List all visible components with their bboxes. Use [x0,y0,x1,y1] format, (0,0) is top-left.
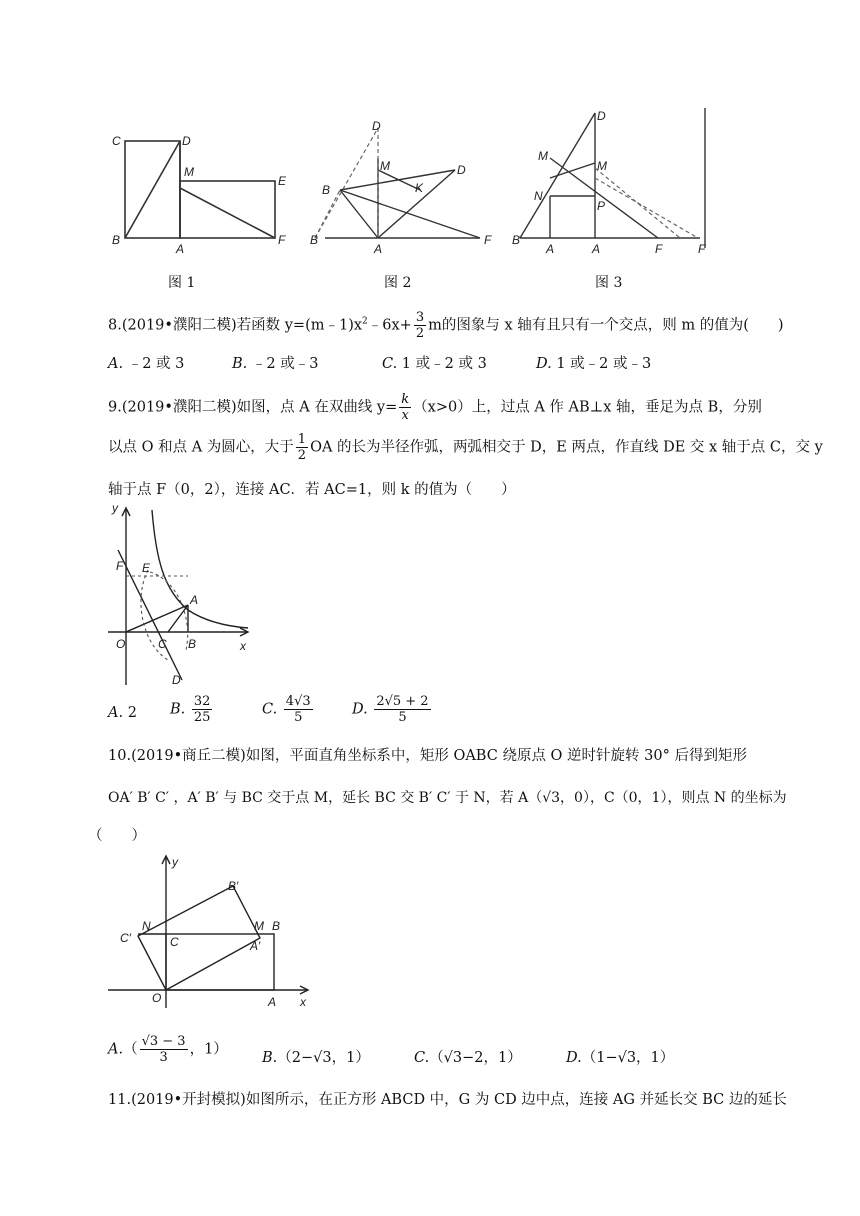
fig2-caption: 图 2 [384,275,412,291]
q10-label-a: A [268,995,277,1009]
q8-stem-b: ﹣6x+ [367,317,412,334]
svg-text:F: F [484,233,492,247]
svg-text:B: B [112,233,121,247]
svg-text:B: B [322,183,331,197]
svg-text:D: D [597,109,606,123]
svg-text:A: A [546,242,555,256]
q8-source: (2019•濮阳二模) [121,317,237,334]
q8-option-c[interactable]: C. 1 或﹣2 或 3 [382,356,487,372]
q8-stem-c: m的图象与 x 轴有且只有一个交点，则 m 的值为( ) [428,317,784,334]
fig1-caption: 图 1 [168,275,196,291]
q10-rect-rotated [138,886,260,990]
q10-label-b: B [272,919,281,933]
q10-line1-text: 如图，平面直角坐标系中，矩形 OABC 绕原点 O 逆时针旋转 30° 后得到矩形 [245,748,747,764]
figure-row-top [100,108,720,258]
q10-label-a1: A′ [250,939,261,953]
figure-3-labels [512,109,706,256]
q11-source: (2019•开封模拟) [131,1092,246,1108]
q9-figure [108,500,258,690]
q10-label-x: x [300,995,306,1009]
q11-number: 11. [108,1092,132,1108]
q9-label-b: B [188,637,197,651]
q9-label-e: E [142,561,151,575]
q8-option-b[interactable]: B. ﹣2 或﹣3 [232,356,319,372]
q10-label-n: N [142,919,151,933]
q8-fraction [414,310,426,341]
svg-text:F: F [698,242,706,256]
q9-fraction-half: $\frac{1}{2}$ [297,432,307,463]
q9-option-a[interactable]: A. 2 [108,705,137,721]
q8-option-a[interactable]: A. ﹣2 或 3 [108,356,185,372]
figure-2-labels [310,119,492,256]
svg-text:F: F [655,242,663,256]
q10-number: 10. [108,748,132,764]
q9-line2 [108,432,823,463]
q9-label-f: F [116,559,124,573]
q10-option-b[interactable]: B.（2−√3，1） [262,1050,370,1066]
q10-option-a[interactable]: A.（ $\frac{√3 - 3}{3}$ ，1） [108,1034,228,1065]
q9-line1-b: （x>0）上，过点 A 作 AB⊥x 轴，垂足为点 B，分别 [413,399,762,416]
q10-option-d[interactable]: D.（1−√3，1） [566,1050,675,1066]
q8-stem [108,310,784,341]
q9-label-a: A [190,593,199,607]
q10-label-m: M [254,919,264,933]
q9-line2-a: 以点 O 和点 A 为圆心，大于 [108,439,294,456]
svg-text:N: N [534,189,543,203]
q9-label-c: C [158,637,167,651]
q10-label-o: O [152,991,162,1005]
q11-line1-text: 如图所示，在正方形 ABCD 中，G 为 CD 边中点，连接 AG 并延长交 BC 边的延长 [245,1092,787,1108]
q9-line1 [108,392,762,423]
q9-arc-2 [150,572,188,650]
q9-line3: 轴于点 F（0，2），连接 AC．若 AC=1，则 k 的值为（ ） [108,482,516,498]
svg-text:M: M [380,159,390,173]
svg-text:A: A [374,242,383,256]
q11-line1 [108,1090,787,1110]
q9-label-x: x [240,639,246,653]
q8-stem-a: 若函数 y=(m﹣1)x [236,317,363,334]
svg-text:E: E [278,174,287,188]
q10-label-b1: B′ [228,879,239,893]
q9-label-d: D [172,673,181,687]
q9-source: (2019•濮阳二模) [121,399,237,416]
figure-1 [125,141,275,238]
svg-text:A: A [592,242,601,256]
svg-text:P: P [597,199,606,213]
svg-text:F: F [278,233,286,247]
svg-text:K: K [415,181,424,195]
svg-text:M: M [597,159,607,173]
svg-text:C: C [112,134,121,148]
svg-text:D: D [457,163,466,177]
q10-label-y: y [172,855,178,869]
q9-number: 9. [108,399,122,416]
q9-line1-a: 如图，点 A 在双曲线 y= [236,399,398,416]
q10-option-c[interactable]: C.（√3−2，1） [414,1050,522,1066]
svg-text:B: B [310,233,319,247]
q9-option-b[interactable]: B. $\frac{32}{25}$ [170,694,211,725]
q9-option-c[interactable]: C. $\frac{4√3}{5}$ [262,694,311,725]
q10-label-c: C [170,935,179,949]
q9-label-y: y [112,501,118,515]
q10-figure [108,850,318,1010]
q8-sup: 2 [362,316,368,327]
q10-line3: （ ） [88,828,146,844]
svg-text:D: D [372,119,381,133]
q9-hyperbola [152,510,248,628]
svg-text:M: M [538,149,548,163]
q9-label-o: O [116,637,126,651]
q10-line2: OA′ B′ C′ ，A′ B′ 与 BC 交于点 M，延长 BC 交 B′ C′ 于 N，若 A（√3，0），C（0，1），则点 N 的坐标为 [108,790,787,806]
svg-text:M: M [184,165,194,179]
svg-text:D: D [182,134,191,148]
q9-line2-b: OA 的长为半径作弧，两弧相交于 D，E 两点，作直线 DE 交 x 轴于点 C，交 y [310,439,823,456]
q8-number: 8. [108,317,122,334]
q9-option-d[interactable]: D. $\frac{2√5 + 2}{5}$ [352,694,429,725]
q10-line1 [108,746,747,766]
svg-text:B: B [512,233,521,247]
q10-source: (2019•商丘二模) [131,748,246,764]
q8-frac-den: 2 [415,326,425,341]
svg-text:A: A [176,242,185,256]
fig3-caption: 图 3 [595,275,623,291]
q10-label-c1: C′ [120,931,131,945]
figure-3 [520,108,705,248]
q9-fraction-k-x: $\frac{k}{x}$ [401,392,410,423]
q8-option-d[interactable]: D. 1 或﹣2 或﹣3 [536,356,652,372]
q8-frac-num: 3 [415,310,425,325]
